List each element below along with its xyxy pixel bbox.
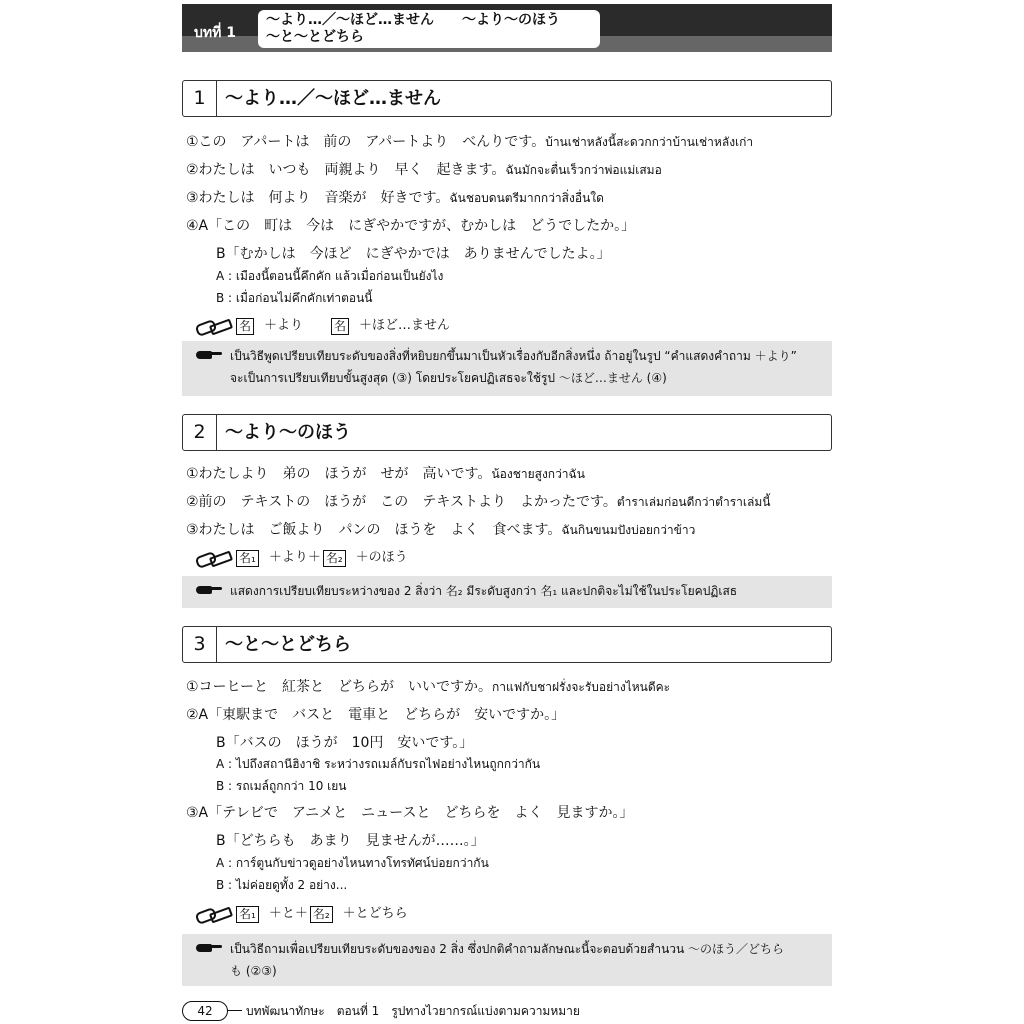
section-1-header [182, 80, 832, 117]
section-title: 〜と〜とどちら [225, 634, 351, 655]
pointing-hand-icon [196, 582, 222, 596]
chapter-label: บทที่ 1 [194, 25, 236, 41]
footer-text: บทพัฒนาทักษะ ตอนที่ 1 รูปทางไวยากรณ์แบ่งตามความหมาย [246, 1004, 580, 1018]
section-3-header [182, 626, 832, 663]
translation-b: B : ไม่ค่อยดูทั้ง 2 อย่าง... [216, 878, 348, 892]
chapter-title-line2: 〜と〜とどちら [266, 29, 364, 45]
formula-text: ＋より [264, 318, 304, 333]
section-title: 〜より〜のほう [225, 422, 351, 443]
noun-box: 名₁ [236, 550, 259, 567]
example-line: ①コーヒーと 紅茶と どちらが いいですか。กาแฟกับชาฝรั่งจะรับอย่างไหนดีคะ [186, 679, 671, 695]
pencil-icon [196, 551, 232, 565]
example-line: ②前の テキストの ほうが この テキストより よかったです。ตำราเล่มก่อนดีกว่าตำราเล่มนี้ [186, 494, 771, 510]
footer-rule [228, 1010, 242, 1011]
pencil-icon [196, 319, 232, 333]
noun-box: 名 [331, 318, 349, 335]
example-line: B「バスの ほうが 10円 安いです。」 [216, 735, 474, 751]
section-number: 2 [183, 415, 217, 450]
textbook-page [182, 0, 832, 1024]
section-title: 〜より…／〜ほど…ません [225, 88, 441, 109]
formula-row [196, 905, 408, 923]
formula-text: ＋とどちら [342, 906, 408, 921]
note-line: เป็นวิธีพูดเปรียบเทียบระดับของสิ่งที่หยิบยกขึ้นมาเป็นหัวเรื่องกับอีกสิ่งหนึ่ง ถ้าอยู่ในรูป “คำแสดงคำถาม ＋より” [230, 349, 797, 363]
example-line: ③わたしは ご飯より パンの ほうを よく 食べます。ฉันกินขนมปังบ่อยกว่าข้าว [186, 522, 696, 538]
noun-box: 名₁ [236, 906, 259, 923]
note-box [182, 341, 832, 396]
formula-text: ＋より＋ [268, 550, 321, 565]
example-line: B「どちらも あまり 見ませんが……。」 [216, 833, 485, 849]
note-line: も (②③) [230, 964, 277, 978]
note-box [182, 576, 832, 608]
example-line: ①この アパートは 前の アパートより べんりです。บ้านเช่าหลังนี้สะดวกกว่าบ้านเช่าหลังเก่า [186, 134, 754, 150]
note-box [182, 934, 832, 986]
pointing-hand-icon [196, 347, 222, 361]
translation-b: B : เมื่อก่อนไม่คึกคักเท่าตอนนี้ [216, 291, 373, 305]
section-number: 3 [183, 627, 217, 662]
example-line: ③わたしは 何より 音楽が 好きです。ฉันชอบดนตรีมากกว่าสิ่งอื่นใด [186, 190, 604, 206]
noun-box: 名 [236, 318, 254, 335]
formula-text: ＋と＋ [268, 906, 308, 921]
example-line: ③A「テレビで アニメと ニュースと どちらを よく 見ますか。」 [186, 805, 634, 821]
translation-a: A : ไปถึงสถานีฮิงาชิ ระหว่างรถเมล์กับรถไฟอย่างไหนถูกกว่ากัน [216, 757, 541, 771]
section-2-header [182, 414, 832, 451]
note-line: เป็นวิธีถามเพื่อเปรียบเทียบระดับของของ 2 สิ่ง ซึ่งปกติคำถามลักษณะนี้จะตอบด้วยสำนวน 〜のほう／どちら [230, 942, 785, 956]
chapter-title [258, 10, 600, 48]
page-footer [182, 1000, 832, 1022]
formula-text: ＋ほど…ません [359, 318, 451, 333]
example-line: ①わたしより 弟の ほうが せが 高いです。น้องชายสูงกว่าฉัน [186, 466, 585, 482]
chapter-title-line1: 〜より…／〜ほど…ません 〜より〜のほう [266, 12, 560, 28]
pencil-icon [196, 907, 232, 921]
noun-box: 名₂ [310, 906, 333, 923]
note-line: จะเป็นการเปรียบเทียบขั้นสูงสุด (③) โดยประโยคปฏิเสธจะใช้รูป 〜ほど…ません (④) [230, 371, 667, 385]
example-line: ②わたしは いつも 両親より 早く 起きます。ฉันมักจะตื่นเร็วกว่าพ่อแม่เสมอ [186, 162, 662, 178]
example-line: B「むかしは 今ほど にぎやかでは ありませんでしたよ。」 [216, 246, 611, 262]
translation-a: A : การ์ตูนกับข่าวดูอย่างไหนทางโทรทัศน์บ่อยกว่ากัน [216, 856, 489, 870]
pointing-hand-icon [196, 940, 222, 954]
example-line: ④A「この 町は 今は にぎやかですが、むかしは どうでしたか。」 [186, 218, 636, 234]
translation-a: A : เมืองนี้ตอนนี้คึกคัก แล้วเมื่อก่อนเป็นยังไง [216, 269, 444, 283]
formula-row [196, 549, 408, 567]
formula-text: ＋のほう [355, 550, 408, 565]
formula-row [196, 317, 450, 335]
example-line: ②A「東駅まで バスと 電車と どちらが 安いですか。」 [186, 707, 566, 723]
translation-b: B : รถเมล์ถูกกว่า 10 เยน [216, 779, 347, 793]
note-line: แสดงการเปรียบเทียบระหว่างของ 2 สิ่งว่า 名₂ มีระดับสูงกว่า 名₁ และปกติจะไม่ใช้ในประโยคปฏิเสธ [230, 584, 738, 598]
noun-box: 名₂ [323, 550, 346, 567]
page-number: 42 [182, 1001, 228, 1021]
chapter-header [182, 4, 832, 52]
section-number: 1 [183, 81, 217, 116]
